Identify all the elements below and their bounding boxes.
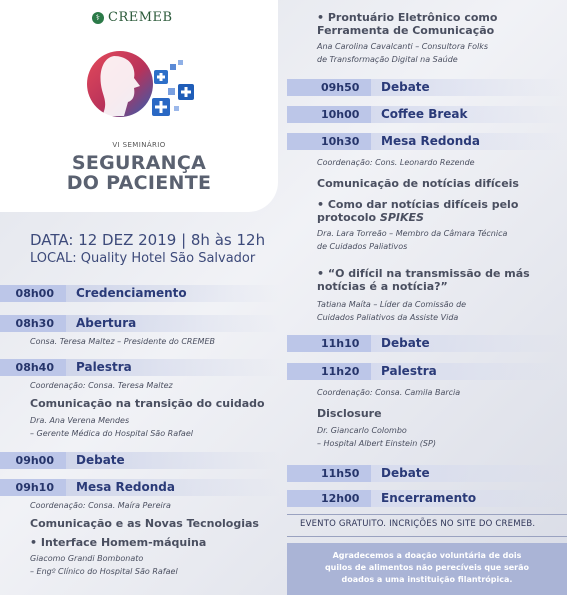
schedule-slot: [287, 363, 567, 380]
slot-time: 11h20: [287, 363, 371, 380]
speaker-role: – Hospital Albert Einstein (SP): [317, 439, 436, 448]
slot-label: Coffee Break: [371, 106, 567, 123]
coordination-line: Coordenação: Consa. Teresa Maltez: [30, 381, 173, 390]
speaker-role: Cuidados Paliativos da Assiste Vida: [317, 313, 459, 322]
talk-title: Disclosure: [317, 407, 382, 420]
divider-top: [287, 514, 567, 515]
schedule-slot: [287, 490, 567, 507]
slot-time: 08h30: [0, 315, 66, 332]
round-table-topic: Comunicação e as Novas Tecnologias: [30, 517, 259, 530]
free-event-notice: EVENTO GRATUITO. INCRIÇÕES NO SITE DO CREMEB.: [300, 519, 536, 529]
talk-title-cont: [317, 211, 424, 224]
coordination-line: Coordenação: Consa. Maíra Pereira: [30, 501, 171, 510]
slot-label: Debate: [371, 79, 567, 96]
slot-time: 09h10: [0, 479, 66, 496]
event-title-line2: DO PACIENTE: [66, 172, 212, 194]
event-logo-card: [0, 0, 278, 212]
schedule-slot: [0, 452, 280, 469]
coordination-line: Coordenação: Consa. Camila Barcia: [317, 388, 461, 397]
patient-safety-emblem-icon: [84, 46, 204, 122]
speaker-role: – Gerente Médica do Hospital São Rafael: [30, 429, 193, 438]
schedule-slot: [0, 315, 280, 332]
slot-label: Mesa Redonda: [371, 133, 567, 150]
slot-time: 09h50: [287, 79, 371, 96]
slot-label: Debate: [371, 465, 567, 482]
divider-bottom: [287, 536, 567, 537]
speaker-role: de Cuidados Paliativos: [317, 242, 408, 251]
round-table-topic: Comunicação de notícias difíceis: [317, 177, 519, 190]
donation-line: doados a uma instituição filantrópica.: [341, 575, 513, 584]
talk-title: • Prontuário Eletrônico como: [317, 11, 498, 24]
speaker-line: Dra. Lara Torreão – Membro da Câmara Técnica: [317, 229, 508, 238]
slot-label: Palestra: [371, 363, 567, 380]
event-title-line1: SEGURANÇA: [71, 152, 207, 174]
event-date: DATA: 12 DEZ 2019 | 8h às 12h: [30, 231, 266, 249]
slot-time: 08h00: [0, 285, 66, 302]
cremeb-seal-icon: ⚕: [92, 12, 104, 24]
talk-title-text: protocolo: [317, 211, 377, 224]
schedule-slot: [287, 335, 567, 352]
speaker-line: Dr. Giancarlo Colombo: [317, 426, 407, 435]
slot-label: Debate: [66, 452, 280, 469]
event-edition: VI SEMINÁRIO: [112, 141, 166, 149]
cremeb-name: CREMEB: [108, 10, 173, 25]
slot-label: Mesa Redonda: [66, 479, 280, 496]
protocol-name: SPIKES: [379, 211, 424, 224]
talk-title: • Como dar notícias difíceis pelo: [317, 198, 519, 211]
slot-time: 12h00: [287, 490, 371, 507]
talk-title-cont: notícias é a notícia?”: [317, 280, 448, 293]
schedule-slot: [287, 465, 567, 482]
speaker-line: Giacomo Grandi Bombonato: [30, 554, 144, 563]
slot-time: 10h00: [287, 106, 371, 123]
slot-time: 11h50: [287, 465, 371, 482]
donation-banner: [287, 543, 567, 595]
talk-title: • Interface Homem-máquina: [30, 536, 207, 549]
slot-label: Abertura: [66, 315, 280, 332]
talk-title: • “O difícil na transmissão de más: [317, 267, 530, 280]
slot-time: 10h30: [287, 133, 371, 150]
schedule-slot: [0, 285, 280, 302]
schedule-slot: [287, 133, 567, 150]
slot-label: Debate: [371, 335, 567, 352]
talk-title-cont: Ferramenta de Comunicação: [317, 24, 495, 37]
speaker-role: de Transformação Digital na Saúde: [317, 55, 458, 64]
donation-line: Agradecemos a doação voluntária de dois: [332, 551, 522, 560]
cremeb-logo: [92, 10, 173, 25]
slot-time: 09h00: [0, 452, 66, 469]
schedule-slot: [287, 106, 567, 123]
slot-label: Encerramento: [371, 490, 567, 507]
slot-time: 08h40: [0, 359, 66, 376]
schedule-slot: [0, 479, 280, 496]
slot-label: Credenciamento: [66, 285, 280, 302]
speaker-line: Consa. Teresa Maltez – Presidente do CREMEB: [30, 337, 215, 346]
donation-line: quilos de alimentos não perecíveis que serão: [324, 563, 530, 572]
schedule-slot: [287, 79, 567, 96]
coordination-line: Coordenação: Cons. Leonardo Rezende: [317, 158, 475, 167]
talk-title: Comunicação na transição do cuidado: [30, 397, 265, 410]
speaker-line: Ana Carolina Cavalcanti – Consultora Folks: [317, 42, 489, 51]
slot-label: Palestra: [66, 359, 280, 376]
speaker-line: Tatiana Maíta – Líder da Comissão de: [317, 300, 467, 309]
event-location: LOCAL: Quality Hotel São Salvador: [30, 251, 256, 266]
schedule-slot: [0, 359, 280, 376]
slot-time: 11h10: [287, 335, 371, 352]
speaker-role: – Engº Clínico do Hospital São Rafael: [30, 567, 178, 576]
speaker-line: Dra. Ana Verena Mendes: [30, 416, 130, 425]
